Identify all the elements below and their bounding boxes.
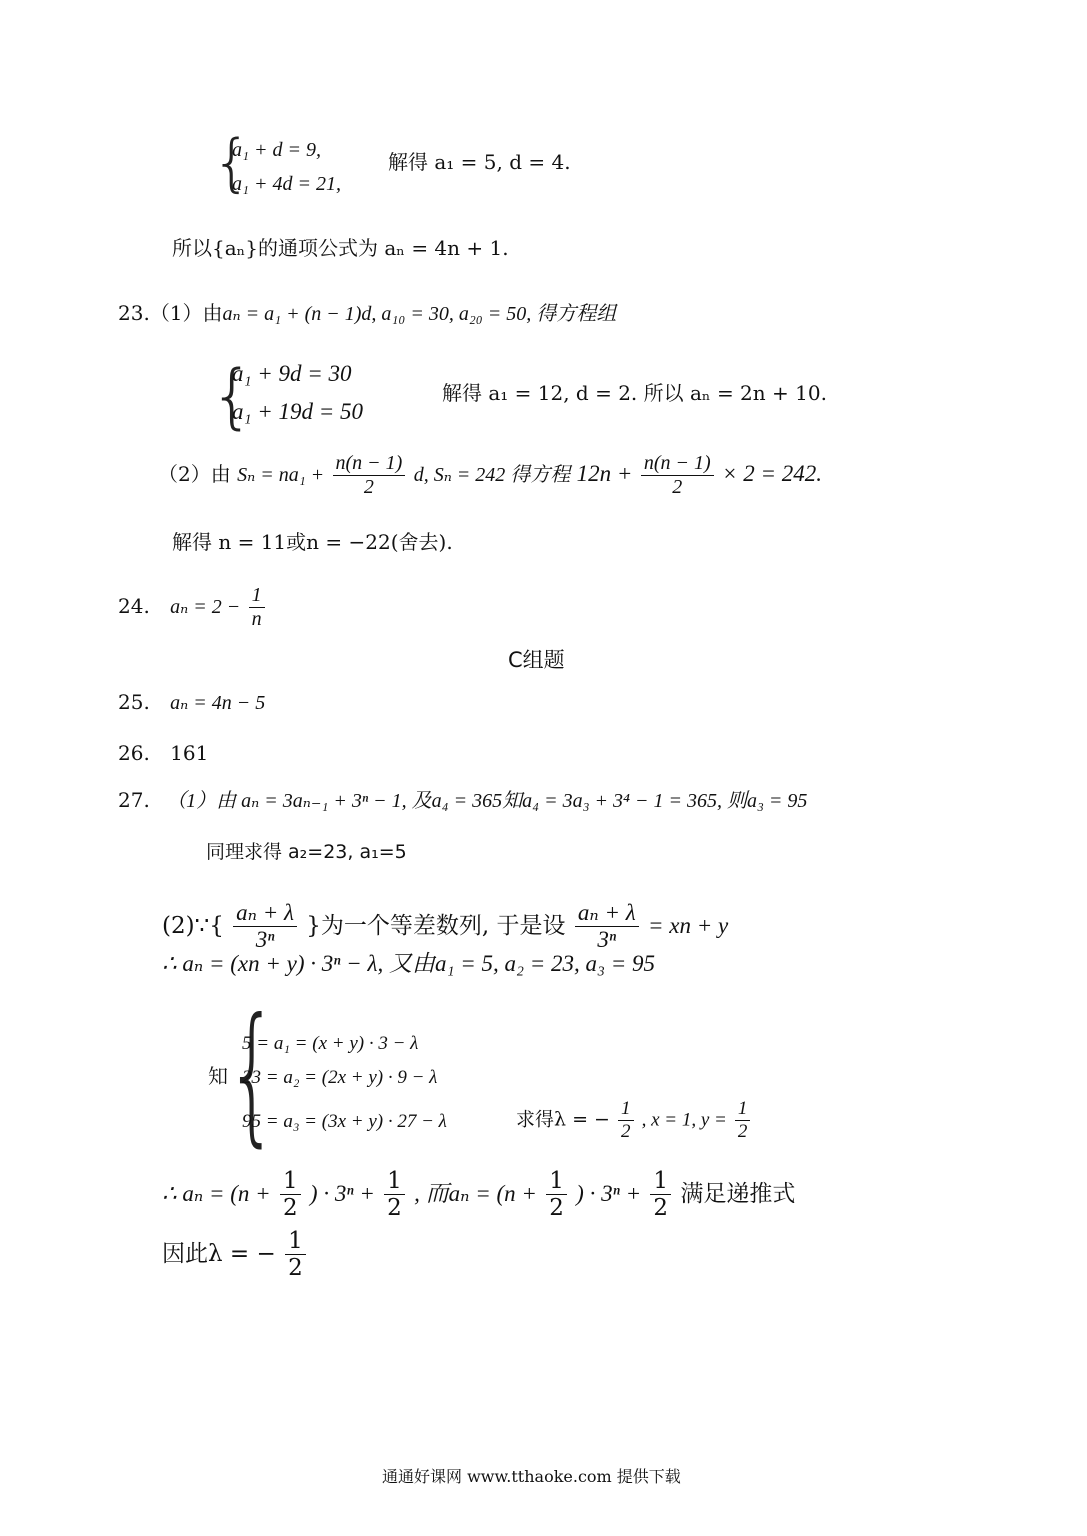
fraction-numerator: n(n − 1)	[641, 452, 714, 476]
q23-part1-label: （1）由	[149, 301, 223, 325]
system-eq-1: a₁ + d = 9,	[232, 139, 321, 161]
q27-part2-c: = xn + y	[648, 912, 729, 938]
q27-part2	[162, 900, 728, 954]
q27-part1	[118, 788, 807, 813]
q27-t2-d: ) · 3ⁿ +	[576, 1180, 642, 1206]
fraction-numerator: 1	[285, 1228, 306, 1255]
q27-final-a: 因此λ = −	[162, 1240, 276, 1267]
q27-t2-c: , 而aₙ = (n +	[414, 1180, 537, 1206]
q27-solve-b: , x = 1, y =	[641, 1109, 727, 1131]
q27-part2-fraction-2	[575, 900, 639, 954]
q27-half-7	[285, 1228, 306, 1282]
fraction-denominator: 2	[288, 1255, 303, 1282]
fraction-denominator: n	[251, 608, 262, 630]
q27-sys-2: 23 = a₂ = (2x + y) · 9 − λ	[242, 1067, 438, 1088]
q23-part1-given: aₙ = a₁ + (n − 1)d, a₁₀ = 30, a₂₀ = 50, 得方程组	[222, 303, 617, 325]
q23-sn-right: d, Sₙ = 242 得方程	[413, 464, 571, 486]
fraction-denominator: 2	[737, 1120, 748, 1142]
fraction-denominator: 2	[387, 1195, 402, 1222]
q23-eq-left: 12n +	[576, 461, 633, 486]
q23-sn-left: Sₙ = na₁ +	[237, 464, 325, 486]
q26-number: 26.	[118, 741, 150, 765]
system-solution: 解得 a₁ = 5, d = 4.	[388, 150, 571, 174]
q23-fraction-2	[641, 452, 714, 499]
section-title: C组题	[508, 648, 565, 672]
q23-fraction-1	[333, 452, 406, 499]
q26-answer: 161	[170, 741, 209, 765]
q27-therefore-1: ∴ aₙ = (xn + y) · 3ⁿ − λ, 又由a₁ = 5, a₂ = 23, a₃ = 95	[162, 951, 656, 976]
q23-system-brace: {	[210, 355, 255, 437]
fraction-numerator: 1	[650, 1168, 671, 1195]
general-formula: 所以{aₙ}的通项公式为 aₙ = 4n + 1.	[172, 236, 509, 260]
q27-system-brace: {	[226, 987, 279, 1161]
q26	[118, 741, 208, 765]
q25-answer: aₙ = 4n − 5	[170, 692, 266, 714]
q27-therefore-2	[162, 1168, 795, 1222]
q27-know: 知	[208, 1064, 228, 1088]
q24-lhs: aₙ = 2 −	[170, 596, 241, 618]
q25-number: 25.	[118, 690, 150, 714]
q27-half-1	[618, 1098, 634, 1143]
q27-part2-a: (2)∵{	[162, 912, 224, 939]
q27-part1-text: （1）由 aₙ = 3aₙ₋₁ + 3ⁿ − 1, 及a₄ = 365知a₄ = 3a₃ + 3⁴ − 1 = 365, 则a₃ = 95	[166, 790, 808, 812]
fraction-numerator: 1	[618, 1098, 634, 1121]
q24-number: 24.	[118, 594, 150, 618]
fraction-denominator: 2	[363, 476, 374, 498]
q27-t2-e: 满足递推式	[680, 1180, 796, 1207]
fraction-denominator: 2	[653, 1195, 669, 1222]
fraction-numerator: 1	[546, 1168, 567, 1195]
q27-solve-a: 求得λ = −	[516, 1108, 610, 1131]
q23-solution: 解得 n = 11或n = −22(舍去).	[172, 530, 453, 554]
q23-part1	[118, 301, 616, 326]
q27-similarly: 同理求得 a₂=23, a₁=5	[206, 841, 407, 863]
fraction-numerator: 1	[735, 1098, 751, 1121]
q27-sys-1: 5 = a₁ = (x + y) · 3 − λ	[242, 1033, 419, 1054]
q27-sys-3: 95 = a₃ = (3x + y) · 27 − λ	[242, 1111, 447, 1132]
q23-number: 23.	[118, 301, 150, 325]
q23-sys-eq-2: a₁ + 19d = 50	[232, 399, 364, 424]
fraction-denominator: 3ⁿ	[255, 927, 275, 953]
q23-sys-solution: 解得 a₁ = 12, d = 2. 所以 aₙ = 2n + 10.	[442, 381, 827, 405]
q27-part2-fraction-1	[233, 900, 297, 954]
q27-half-4	[384, 1168, 405, 1222]
q23-eq-right: × 2 = 242.	[722, 461, 823, 486]
fraction-numerator: 1	[249, 584, 265, 608]
q23-part2-label: （2）由	[158, 462, 231, 486]
fraction-numerator: 1	[280, 1168, 301, 1195]
system-eq-2: a₁ + 4d = 21,	[232, 173, 341, 195]
q27-t2-a: ∴ aₙ = (n +	[162, 1180, 271, 1206]
fraction-numerator: aₙ + λ	[233, 900, 297, 927]
q27-part2-b: }为一个等差数列, 于是设	[306, 912, 566, 939]
q24	[118, 584, 267, 631]
fraction-numerator: 1	[384, 1168, 405, 1195]
q27-t2-b: ) · 3ⁿ +	[309, 1180, 375, 1206]
q25	[118, 690, 265, 715]
q27-final	[162, 1228, 308, 1282]
fraction-denominator: 2	[282, 1195, 298, 1222]
q23-part2	[158, 452, 822, 499]
q27-half-3	[280, 1168, 301, 1222]
fraction-numerator: n(n − 1)	[333, 452, 406, 476]
q27-number: 27.	[118, 788, 150, 812]
fraction-denominator: 2	[621, 1120, 631, 1142]
fraction-denominator: 2	[549, 1195, 564, 1222]
q27-half-5	[546, 1168, 567, 1222]
q27-sys-solution	[516, 1098, 752, 1143]
fraction-denominator: 3ⁿ	[597, 927, 617, 953]
fraction-numerator: aₙ + λ	[575, 900, 639, 927]
system-brace: {	[212, 126, 252, 199]
fraction-denominator: 2	[672, 476, 683, 498]
q27-half-2	[735, 1098, 751, 1143]
q27-half-6	[650, 1168, 671, 1222]
q24-fraction	[249, 584, 265, 631]
page-footer: 通通好课网 www.tthaoke.com 提供下载	[382, 1467, 681, 1486]
q23-sys-eq-1: a₁ + 9d = 30	[232, 361, 352, 386]
